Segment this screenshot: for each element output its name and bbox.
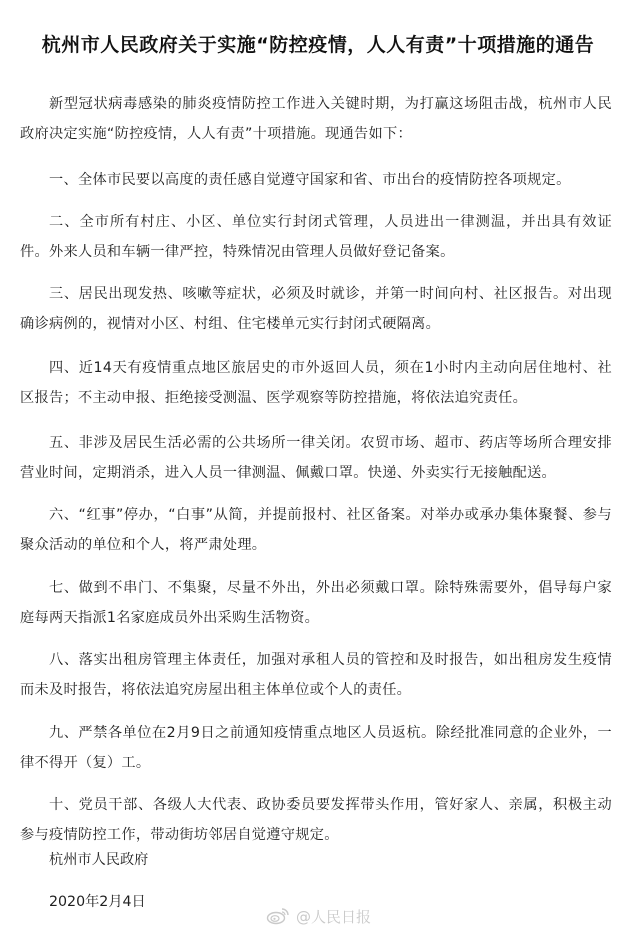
weibo-icon [266, 907, 290, 925]
measure-5: 五、非涉及居民生活必需的公共场所一律关闭。农贸市场、超市、药店等场所合理安排营业时间，定期消杀，进入人员一律测温、佩戴口罩。快递、外卖实行无接触配送。 [20, 435, 612, 481]
signature: 杭州市人民政府 [49, 852, 149, 868]
document-title: 杭州市人民政府关于实施“防控疫情，人人有责”十项措施的通告 [41, 34, 595, 56]
intro-paragraph: 新型冠状病毒感染的肺炎疫情防控工作进入关键时期，为打赢这场阻击战，杭州市人民政府决定实施“防控疫情，人人有责”十项措施。现通告如下： [20, 96, 612, 142]
measure-3: 三、居民出现发热、咳嗽等症状，必须及时就诊，并第一时间向村、社区报告。对出现确诊病例的，视情对小区、村组、住宅楼单元实行封闭式硬隔离。 [20, 286, 612, 332]
watermark-text: @人民日报 [296, 907, 372, 926]
watermark [266, 906, 371, 926]
measure-1: 一、全体市民要以高度的责任感自觉遵守国家和省、市出台的疫情防控各项规定。 [49, 172, 571, 188]
measure-6: 六、“红事”停办，“白事”从简，并提前报村、社区备案。对举办或承办集体聚餐、参与聚众活动的单位和个人，将严肃处理。 [20, 507, 612, 553]
measure-7: 七、做到不串门、不集聚，尽量不外出，外出必须戴口罩。除特殊需要外，倡导每户家庭每两天指派1名家庭成员外出采购生活物资。 [20, 580, 612, 626]
measure-2: 二、全市所有村庄、小区、单位实行封闭式管理，人员进出一律测温，并出具有效证件。外来人员和车辆一律严控，特殊情况由管理人员做好登记备案。 [20, 214, 612, 260]
measure-4: 四、近14天有疫情重点地区旅居史的市外返回人员，须在1小时内主动向居住地村、社区报告；不主动申报、拒绝接受测温、医学观察等防控措施，将依法追究责任。 [20, 360, 612, 406]
measure-8: 八、落实出租房管理主体责任，加强对承租人员的管控和及时报告，如出租房发生疫情而未及时报告，将依法追究房屋出租主体单位或个人的责任。 [20, 652, 612, 698]
issue-date: 2020年2月4日 [49, 894, 146, 910]
measure-10: 十、党员干部、各级人大代表、政协委员要发挥带头作用，管好家人、亲属，积极主动参与疫情防控工作，带动街坊邻居自觉遵守规定。 [20, 797, 612, 843]
measure-9: 九、严禁各单位在2月9日之前通知疫情重点地区人员返杭。除经批准同意的企业外，一律不得开（复）工。 [20, 725, 612, 771]
